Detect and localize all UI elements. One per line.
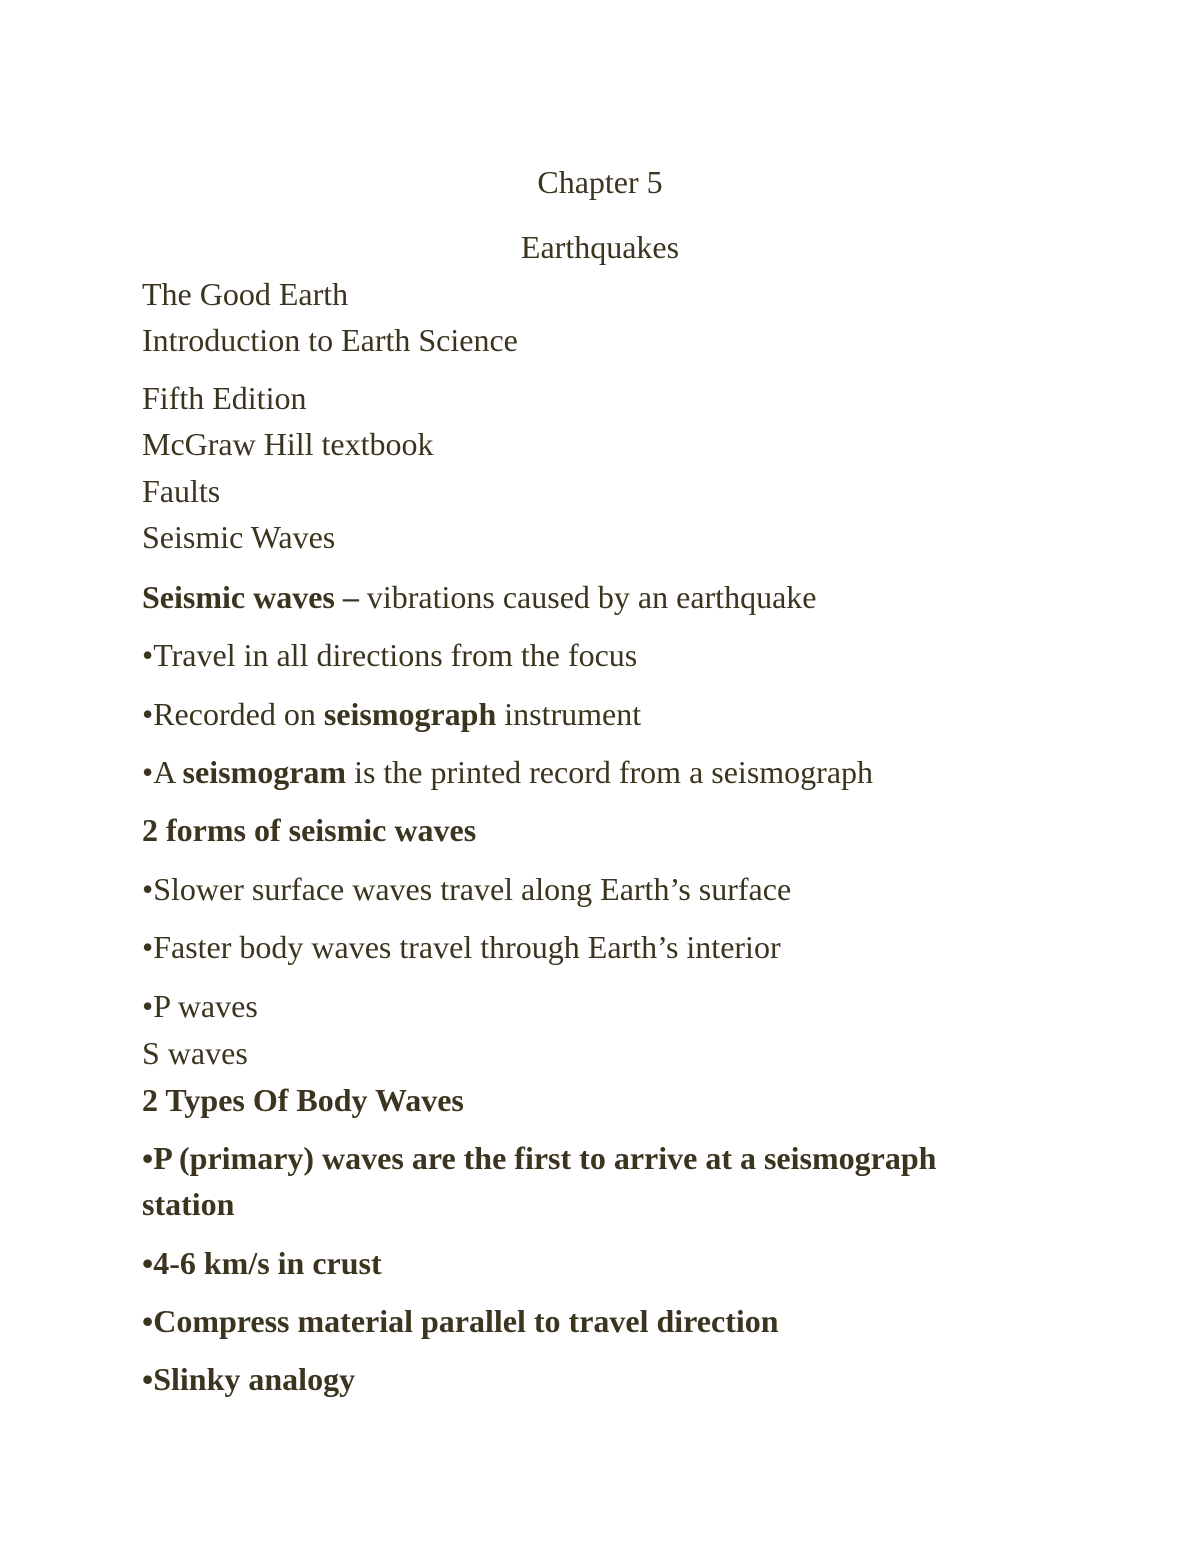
definition-term: Seismic waves – — [142, 579, 359, 615]
section-heading: 2 forms of seismic waves — [142, 812, 477, 848]
bullet-line — [142, 694, 641, 734]
bullet-line: •Slinky analogy — [142, 1361, 356, 1397]
bullet-text: instrument — [496, 696, 642, 732]
bullet-line: •Travel in all directions from the focus — [142, 637, 638, 673]
intro-line: Introduction to Earth Science — [142, 322, 518, 358]
intro-line: Seismic Waves — [142, 519, 336, 555]
bullet-line-continuation: station — [142, 1186, 235, 1222]
intro-line: McGraw Hill textbook — [142, 426, 434, 462]
definition-line — [142, 577, 816, 617]
bullet-line — [142, 752, 873, 792]
bold-term: seismograph — [323, 696, 497, 732]
chapter-title: Earthquakes — [520, 229, 680, 265]
bullet-line: •P (primary) waves are the first to arrive at a seismograph — [142, 1140, 937, 1176]
bullet-line: •P waves — [142, 988, 258, 1024]
bullet-line: •Faster body waves travel through Earth’s interior — [142, 929, 781, 965]
intro-line: The Good Earth — [142, 276, 349, 312]
bullet-line: •Compress material parallel to travel direction — [142, 1303, 779, 1339]
section-heading: 2 Types Of Body Waves — [142, 1082, 464, 1118]
definition-text: vibrations caused by an earthquake — [358, 579, 817, 615]
bullet-text: •Recorded on — [142, 696, 324, 732]
bullet-line: •Slower surface waves travel along Earth’s surface — [142, 871, 792, 907]
bullet-text: is the printed record from a seismograph — [346, 754, 874, 790]
bold-term: seismogram — [182, 754, 347, 790]
bullet-line: S waves — [142, 1035, 248, 1071]
chapter-label: Chapter 5 — [537, 164, 663, 200]
intro-line: Fifth Edition — [142, 380, 307, 416]
bullet-text: •A — [142, 754, 183, 790]
intro-line: Faults — [142, 473, 221, 509]
bullet-line: •4-6 km/s in crust — [142, 1245, 382, 1281]
